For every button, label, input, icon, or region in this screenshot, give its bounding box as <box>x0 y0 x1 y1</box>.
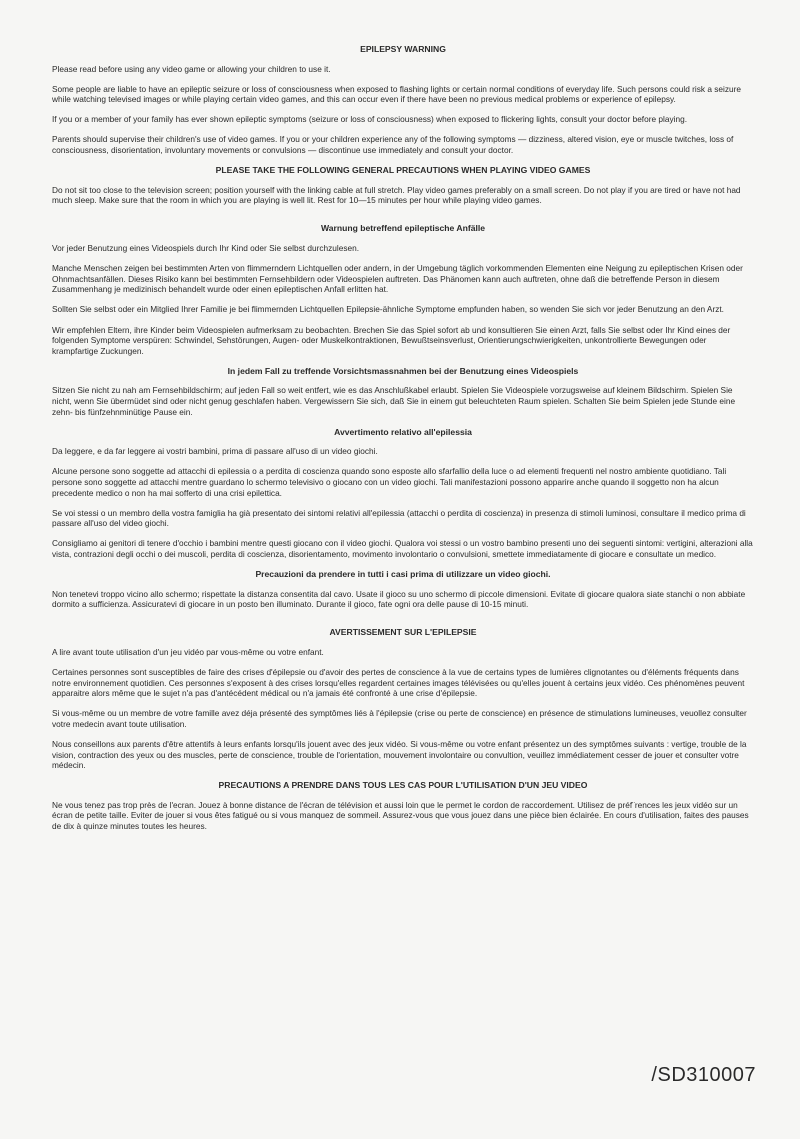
french-intro: A lire avant toute utilisation d'un jeu vidéo par vous-même ou votre enfant. <box>52 646 324 657</box>
french-precautions-paragraph: Ne vous tenez pas trop près de l'ecran. Jouez à bonne distance de l'écran de télévision et aussi loin que le permet le cordon de raccordement. Utilisez de préf¨rences les jeux vidéo sur un écran de petite taille. Eviter de jouer si vous êtes fatigué ou si vous manquez de sommeil. Assurez-vous que vous jouez dans une pièce bien éclairée. En cours d'utilisation, faites des pauses de dix à quinze minutes toutes les heures. <box>52 799 749 831</box>
german-title: Warnung betreffend epileptische Anfälle <box>320 223 486 234</box>
warning-document <box>52 44 754 841</box>
english-symptoms-paragraph <box>52 134 754 155</box>
italian-symptoms-paragraph: Consigliamo ai genitori di tenere d'occhio i bambini mentre questi giocano con il video giochi. Qualora voi stessi o un vostro bambino presenti uno dei seguenti sintomi: vertigini, alterazioni alla vista, contrazioni degli occhi o dei muscoli, perdita di coscienza, disorientamento, movimento involontario o convulsioni, smettete immediatamente di giocare e consultate un medico. <box>52 538 753 559</box>
english-title: EPILEPSY WARNING <box>360 44 446 54</box>
italian-title: Avvertimento relativo all'epilessia <box>334 426 472 437</box>
german-precautions-paragraph: Sitzen Sie nicht zu nah am Fernsehbildschirm; auf jeden Fall so weit entfert, wie es das Anschlußkabel erlaubt. Spielen Sie Videospiele vorzugsweise auf kleinem Bildschirm. Spielen Sie nicht, wenn Sie übermüdet sind oder nicht genug geschlafen haben. Vergewissern Sie sich, daß Sie in einem gut beleuchteten Raum spielen. Schalten Sie beim Spielen jede Stunde eine zehn- bis fünfzehnminütige Pause ein. <box>52 385 736 417</box>
english-symptoms-line-2: consciousness, disorientation, involuntary movements or convulsions — discontinue use immediately and consult your doctor. <box>52 145 514 156</box>
italian-consult-line-2: passare all'uso del video giochi. <box>52 518 169 529</box>
french-precautions-title: PRECAUTIONS A PRENDRE DANS TOUS LES CAS POUR L'UTILISATION D'UN JEU VIDEO <box>218 780 588 791</box>
french-risk-paragraph: Certaines personnes sont susceptibles de faire des crises d'épilepsie ou d'avoir des pertes de conscience à la vue de certains types de lumières clignotantes ou d'éléments fréquents dans notre environnement quotidien. Ces personnes s'exposent à des crises lorsqu'elles regardent certaines images télévisées ou qu'elles jouent à certains jeux vidéo. Ces phénomènes peuvent apparaitre alors même que le sujet n'a pas d'antécédent médical ou n'a jamais été confronté à une crise d'épilepsie. <box>52 666 745 699</box>
french-title: AVERTISSEMENT SUR L'EPILEPSIE <box>329 627 477 638</box>
document-code: /SD310007 <box>651 1064 756 1086</box>
english-intro: Please read before using any video game or allowing your children to use it. <box>52 63 331 74</box>
english-precautions-paragraph: Do not sit too close to the television screen; position yourself with the linking cable at full stretch. Play video games preferably on a small screen. Do not play if you are tired or have not had much sleep. Make sure that the room in which you are playing is well lit. Rest for 10—15 minutes per hour while playing video games. <box>52 184 741 206</box>
english-risk-paragraph: Some people are liable to have an epileptic seizure or loss of consciousness when exposed to flashing lights or certain normal conditions of everyday life. Such persons could risk a seizure while watching televised images or while playing certain video games, and this can occur even if there have been no previous medical problems or experience of epilepsy. <box>52 83 742 105</box>
english-consult-paragraph: If you or a member of your family has ever shown epileptic symptoms (seizure or loss of consciousness) when exposed to flickering lights, consult your doctor before playing. <box>52 114 688 125</box>
english-symptoms-line-1: Parents should supervise their children's use of video games. If you or your children experience any of the following symptoms — dizziness, altered vision, eye or muscle twitches, loss of <box>52 134 734 145</box>
italian-risk-paragraph: Alcune persone sono soggette ad attacchi di epilessia o a perdita di coscienza quando sono esposte allo sfarfallio della luce o ad elementi frequenti nel nostro ambiente quotidiano. Tali persone sono soggette ad attacchi mentre guardano lo schermo televisivo o giocano con un video giochi. Tali manifestazioni possono apparire anche quando il soggetto non ha alcun precedente medico o non ha mai sofferto di una crisi epilettica. <box>52 466 727 498</box>
french-consult-paragraph: Si vous-même ou un membre de votre famille avez déja présenté des symptômes liés à l'épilepsie (crise ou perte de conscience) en présence de stimulations lumineuses, veuollez consulter votre medecin avant toute utilisation. <box>52 708 747 729</box>
german-consult-paragraph: Sollten Sie selbst oder ein Mitglied Ihrer Familie je bei flimmernden Lichtquellen Epilepsie-ähnliche Symptome empfunden haben, so wenden Sie sich vor jeder Benutzung an den Arzt. <box>52 304 724 315</box>
german-symptoms-paragraph: Wir empfehlen Eltern, ihre Kinder beim Videospielen aufmerksam zu beobachten. Brechen Sie das Spiel sofort ab und konsultieren Sie einen Arzt, falls Sie selbst oder Ihr Kind eines der folgenden Symptome verspüren: Schwindel, Sehstörungen, Augen- oder Muskelkontraktionen, Bewußtseinsverlust, Orientierungschwierigkeiten, unkontrollierte Bewegungen oder krampfartige Zuckungen. <box>52 324 731 356</box>
french-symptoms-paragraph: Nous conseillons aux parents d'être attentifs à leurs enfants lorsqu'ils jouent avec des jeux vidéo. Si vous-même ou votre enfant présentez un des symptômes suivants : vertige, trouble de la vision, contraction des yeux ou des muscles, perte de conscience, trouble de l'orientation, mouvement involontaire ou convultion, veuillez immédiatement cesser de jouer et consulter votre médecin. <box>52 738 747 771</box>
italian-precautions-paragraph <box>52 589 754 610</box>
italian-precautions-line-2: dormito a sufficienza. Assicuratevi di giocare in un posto ben illuminato. Durante il gioco, fate ogni ora delle pause di 10-15 minuti. <box>52 599 529 610</box>
italian-precautions-title: Precauzioni da prendere in tutti i casi prima di utilizzare un video giochi. <box>255 569 551 579</box>
italian-intro: Da leggere, e da far leggere ai vostri bambini, prima di passare all'uso di un video giochi. <box>52 446 378 457</box>
german-precautions-title: In jedem Fall zu treffende Vorsichtsmassnahmen bei der Benutzung eines Videospiels <box>227 365 579 376</box>
german-intro: Vor jeder Benutzung eines Videospiels durch Ihr Kind oder Sie selbst durchzulesen. <box>52 243 360 254</box>
italian-consult-line-1: Se voi stessi o un membro della vostra famiglia ha già presentato dei sintomi relativi all'epilessia (attacchi o perdita di coscienza) in presenza di stimoli luminosi, consultare il medico prima di <box>52 507 746 518</box>
english-precautions-title: PLEASE TAKE THE FOLLOWING GENERAL PRECAUTIONS WHEN PLAYING VIDEO GAMES <box>215 165 591 176</box>
italian-consult-paragraph <box>52 508 754 529</box>
german-risk-paragraph: Manche Menschen zeigen bei bestimmten Arten von flimmerndern Lichtquellen oder andern, in der Umgebung täglich vorkommenden Elementen eine Neigung zu epileptischen Krisen oder Ohnmachtsanfällen. Dieses Risiko kann bei bestimmten Fernsehbildern oder Videospielen auftreten. Das Phänomen kann auch auftreten, ohne daß die betreffende Person in diesem Zusammenhang je medizinisch behandelt wurde oder einen epileptischen Anfall erlitten hat. <box>52 263 743 295</box>
italian-precautions-line-1: Non tenetevi troppo vicino allo schermo; rispettate la distanza consentita dal cavo. Usate il gioco su uno schermo di piccole dimensioni. Evitate di giocare qualora siate stanchi o non abbiate <box>52 588 746 599</box>
